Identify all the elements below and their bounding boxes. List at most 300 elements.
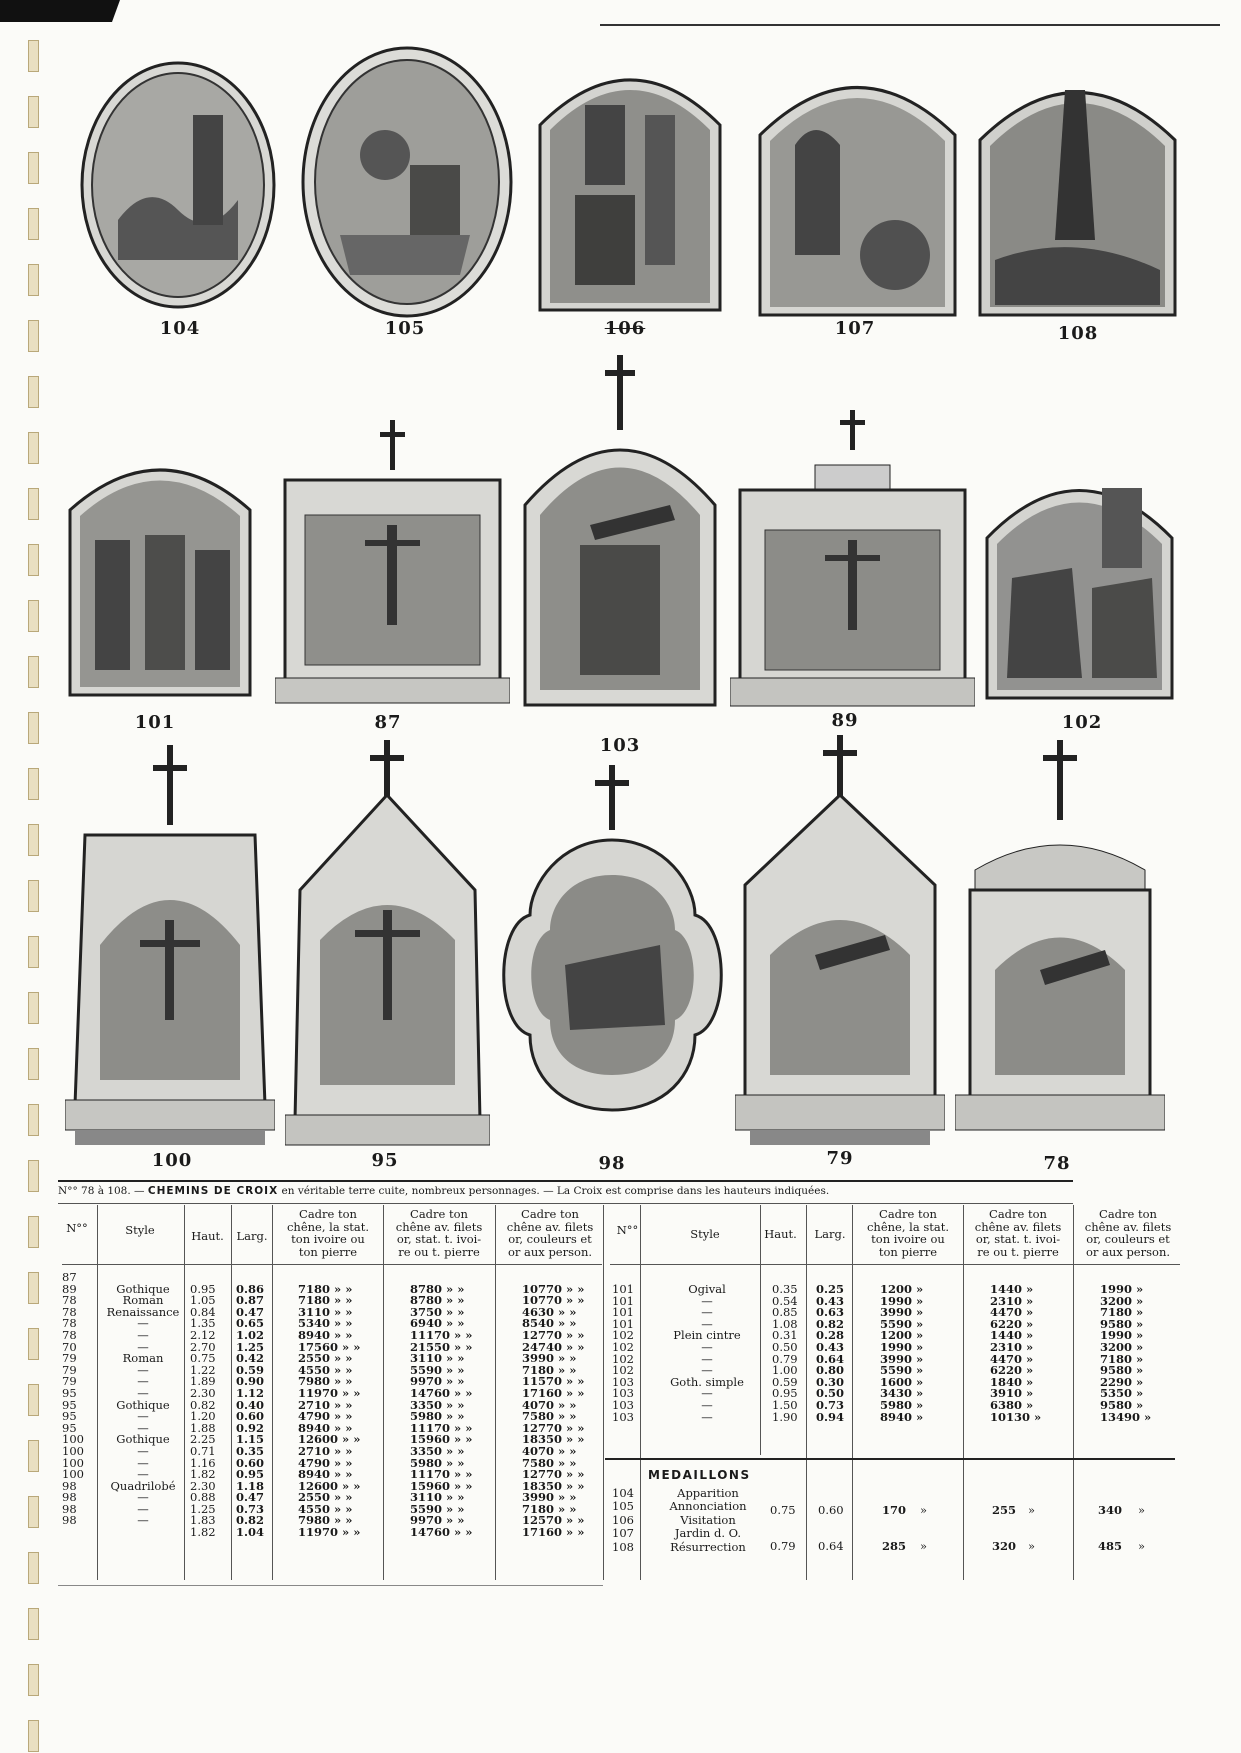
cell: 0.90 [236, 1374, 265, 1389]
cell: 103 [612, 1397, 634, 1412]
c3: 485 [1098, 1539, 1123, 1553]
cell: 2.30 [190, 1478, 216, 1493]
col-c2 [990, 1284, 1070, 1423]
cell: 0.95 [236, 1467, 265, 1482]
col-c2 [410, 1272, 490, 1539]
cell: 0.43 [816, 1339, 845, 1354]
cell: 1.89 [190, 1374, 216, 1389]
cell: 15960 » » [410, 1432, 473, 1447]
cell: 17560 » » [298, 1339, 361, 1354]
gable-frame-image [285, 740, 490, 1150]
cell: 4470 » [990, 1305, 1034, 1320]
cell: 101 [612, 1282, 634, 1296]
binding-loop [28, 376, 39, 408]
cell: — [701, 1363, 713, 1378]
cell: 5590 » [880, 1316, 924, 1331]
binding-loop [28, 1216, 39, 1248]
ditto: » [1028, 1539, 1036, 1553]
cell: Quadrilobé [110, 1478, 176, 1493]
cell: 5980 » » [410, 1455, 465, 1470]
haut: 0.75 [770, 1503, 796, 1517]
cell: — [137, 1327, 149, 1342]
cell: 95 [62, 1420, 77, 1435]
cell: 0.80 [816, 1363, 845, 1378]
table-heading [58, 1185, 1068, 1205]
cell: 8780 » » [410, 1281, 465, 1296]
figure-label-108: 108 [1057, 323, 1099, 344]
th-haut-left: Haut. [191, 1229, 224, 1243]
figure-95 [285, 740, 490, 1150]
cell: 78 [62, 1316, 77, 1331]
cell: 2710 » » [298, 1397, 353, 1412]
gothic-frame-image [730, 410, 975, 710]
arch-panel-image [65, 440, 255, 700]
cell: — [701, 1409, 713, 1424]
binding-loop [28, 432, 39, 464]
th-c3-right [1073, 1208, 1183, 1258]
cell: 78 [62, 1293, 77, 1308]
cell: 3350 » » [410, 1397, 465, 1412]
col-haut [190, 1272, 230, 1539]
cell: 0.25 [816, 1282, 845, 1296]
cell: 9970 » » [410, 1374, 465, 1389]
cell: 11170 » » [410, 1327, 473, 1342]
cell: 101 [612, 1293, 634, 1308]
cell: 1600 » [880, 1374, 924, 1389]
cell: 0.95 [772, 1386, 798, 1401]
th-line: or, couleurs et [508, 1232, 592, 1246]
th-num-right: N°° [616, 1223, 639, 1237]
cell: 0.40 [236, 1397, 265, 1412]
cell: 1.16 [190, 1455, 216, 1470]
cell: 0.47 [236, 1490, 265, 1505]
cell: 3200 » [1100, 1339, 1144, 1354]
cell: 104 [612, 1486, 634, 1500]
cell: 10770 » » [522, 1293, 585, 1308]
cell: 5980 » » [410, 1409, 465, 1424]
cell: 0.59 [236, 1362, 265, 1377]
cell: 3750 » » [410, 1304, 465, 1319]
cell: 4630 » » [522, 1304, 577, 1319]
bottom-rule [58, 1585, 603, 1586]
th-line: re ou t. pierre [398, 1244, 480, 1259]
cell: 1.83 [190, 1513, 216, 1528]
cell: 89 [62, 1281, 77, 1296]
heading-text: en véritable terre cuite, nombreux personnages. — La Croix est comprise dans les hauteurs indiquées. [281, 1185, 830, 1197]
cell: Goth. simple [670, 1374, 744, 1389]
cell: 10770 » » [522, 1281, 585, 1296]
cell: 100 [62, 1455, 84, 1470]
c2: 255 [992, 1503, 1017, 1517]
cell: Ogival [688, 1282, 726, 1296]
figure-89 [730, 410, 975, 710]
cell: 12770 » » [522, 1327, 585, 1342]
cell: 102 [612, 1339, 634, 1354]
cell: 0.79 [772, 1351, 798, 1366]
cell: 78 [62, 1327, 77, 1342]
cell: 3110 » » [410, 1351, 465, 1366]
c2: 320 [992, 1539, 1017, 1553]
col-style [652, 1284, 762, 1423]
th-line: Cadre ton [299, 1207, 357, 1221]
cell: 21550 » » [410, 1339, 473, 1354]
cell: 2710 » » [298, 1443, 353, 1458]
th-line: or, couleurs et [1086, 1232, 1170, 1246]
binding-loop [28, 712, 39, 744]
th-line: Cadre ton [989, 1207, 1047, 1221]
col-haut [772, 1284, 812, 1423]
col-larg [236, 1272, 272, 1539]
figure-label-89: 89 [831, 710, 859, 731]
figure-label-101: 101 [134, 712, 176, 733]
th-line: Cadre ton [1099, 1207, 1157, 1221]
cell: 0.86 [236, 1281, 265, 1296]
cell: 0.94 [816, 1409, 845, 1424]
th-line: chêne av. filets [974, 1219, 1062, 1234]
c1: 170 [882, 1503, 907, 1517]
cell: 95 [62, 1397, 77, 1412]
vrule [852, 1205, 853, 1580]
cell: 6380 » [990, 1397, 1034, 1412]
cell: — [701, 1397, 713, 1412]
th-line: chêne av. filets [506, 1219, 594, 1234]
cell: 8940 » » [298, 1327, 353, 1342]
th-line: or aux person. [507, 1244, 593, 1259]
cell: 102 [612, 1328, 634, 1343]
cell: — [137, 1420, 149, 1435]
cell: 1.90 [772, 1409, 798, 1424]
binding-loop [28, 1048, 39, 1080]
cell: 0.84 [190, 1304, 216, 1319]
binding-loop [28, 1608, 39, 1640]
cell: 100 [62, 1467, 84, 1482]
cell: 18350 » » [522, 1432, 585, 1447]
cell: — [137, 1385, 149, 1400]
col-c1 [880, 1284, 960, 1423]
binding-loop [28, 656, 39, 688]
gable-frame-image [735, 735, 945, 1150]
cell: 98 [62, 1490, 77, 1505]
cell: — [137, 1362, 149, 1377]
binding-loop [28, 544, 39, 576]
oval-medallion-image [78, 60, 278, 310]
binding-loop [28, 1720, 39, 1752]
cell: 2.25 [190, 1432, 216, 1447]
cell: 3990 » [880, 1351, 924, 1366]
cell: Jardin d. O. [674, 1526, 742, 1541]
figure-108 [975, 60, 1180, 320]
cell: 102 [612, 1351, 634, 1366]
cell: 1.50 [772, 1397, 798, 1412]
binding-loop [28, 1664, 39, 1696]
cell: 1990 » [1100, 1328, 1144, 1343]
cell: 13490 » [1100, 1409, 1152, 1424]
vrule [231, 1205, 232, 1580]
cell: 0.59 [772, 1374, 798, 1389]
scan-corner-shadow [0, 0, 120, 22]
cell: 6940 » » [410, 1316, 465, 1331]
cell: 18350 » » [522, 1478, 585, 1493]
ditto: » [1028, 1503, 1036, 1517]
cell: 2.30 [190, 1385, 216, 1400]
cell: 79 [62, 1351, 77, 1366]
figure-label-106: 106 [604, 318, 646, 339]
cell: 105 [612, 1499, 634, 1514]
cell: 17160 » » [522, 1385, 585, 1400]
th-line: chêne, la stat. [866, 1219, 950, 1234]
cell: 1440 » [990, 1282, 1034, 1296]
cell: 3110 » » [298, 1304, 353, 1319]
binding-loop [28, 208, 39, 240]
cell: 14760 » » [410, 1525, 473, 1540]
spiral-binding [0, 0, 48, 1753]
binding-loop [28, 1104, 39, 1136]
cell: 0.87 [236, 1293, 265, 1308]
binding-loop [28, 1384, 39, 1416]
th-line: or, stat. t. ivoi- [975, 1232, 1061, 1246]
cell: 0.82 [190, 1397, 216, 1412]
cell: Résurrection [670, 1539, 746, 1554]
cell: 5980 » [880, 1397, 924, 1412]
arch-panel-image [982, 458, 1177, 703]
arch-frame-cross-image [520, 355, 720, 710]
th-line: or, stat. t. ivoi- [396, 1232, 482, 1246]
cell: — [137, 1443, 149, 1458]
cell: 1.04 [236, 1525, 265, 1540]
cell: 7180 » [1100, 1305, 1144, 1320]
figure-104 [78, 60, 278, 310]
binding-loop [28, 1328, 39, 1360]
cell: 7980 » » [298, 1374, 353, 1389]
binding-loop [28, 768, 39, 800]
cell: 5590 » » [410, 1362, 465, 1377]
cell: 0.71 [190, 1443, 216, 1458]
figure-label-79: 79 [826, 1148, 854, 1169]
cell: 4550 » » [298, 1362, 353, 1377]
cell: 3110 » » [410, 1490, 465, 1505]
cell: 0.95 [190, 1281, 216, 1296]
cell: 1990 » [1100, 1282, 1144, 1296]
cell: 9580 » [1100, 1363, 1144, 1378]
cell: Annonciation [669, 1499, 747, 1514]
cell: 12600 » » [298, 1478, 361, 1493]
ditto: » [1138, 1503, 1146, 1517]
cell: 7180 » [1100, 1351, 1144, 1366]
cell: — [137, 1467, 149, 1482]
cell: 101 [612, 1305, 634, 1320]
cell: 0.30 [816, 1374, 845, 1389]
binding-loop [28, 264, 39, 296]
cell: 5590 » » [410, 1501, 465, 1516]
th-c3-left [495, 1208, 605, 1258]
binding-loop [28, 320, 39, 352]
cell: 4550 » » [298, 1501, 353, 1516]
cell: 3990 » » [522, 1351, 577, 1366]
th-line: re ou t. pierre [977, 1244, 1059, 1259]
cell: — [137, 1316, 149, 1331]
cell: 4070 » » [522, 1397, 577, 1412]
cell: 4790 » » [298, 1409, 353, 1424]
cell: Roman [122, 1351, 164, 1366]
vrule [963, 1205, 964, 1580]
cell: 98 [62, 1513, 77, 1528]
cell: 12600 » » [298, 1432, 361, 1447]
cell: 6220 » [990, 1363, 1034, 1378]
cell: 8780 » » [410, 1293, 465, 1308]
th-line: chêne av. filets [1084, 1219, 1172, 1234]
cell: — [701, 1293, 713, 1308]
th-c1-right [853, 1208, 963, 1258]
cell: Renaissance [106, 1304, 180, 1319]
c3: 340 [1098, 1503, 1123, 1517]
cell: 7180 » » [298, 1293, 353, 1308]
cell: 24740 » » [522, 1339, 585, 1354]
cell: 0.73 [816, 1397, 845, 1412]
cell: 0.82 [816, 1316, 845, 1331]
cell: 12770 » » [522, 1467, 585, 1482]
th-line: Cadre ton [410, 1207, 468, 1221]
cell: 2310 » [990, 1339, 1034, 1354]
cell: 12770 » » [522, 1420, 585, 1435]
table-top-rule [58, 1180, 1073, 1182]
cell: 0.35 [236, 1443, 265, 1458]
cell: 3350 » » [410, 1443, 465, 1458]
cell: 0.65 [236, 1316, 265, 1331]
cell: 103 [612, 1409, 634, 1424]
cell: 7180 » » [522, 1501, 577, 1516]
cell: 79 [62, 1374, 77, 1389]
figure-98 [495, 765, 730, 1150]
figure-label-98: 98 [598, 1153, 626, 1174]
cell: 1.20 [190, 1409, 216, 1424]
cell: 9580 » [1100, 1316, 1144, 1331]
cell: 17160 » » [522, 1525, 585, 1540]
cell: 11570 » » [522, 1374, 585, 1389]
cell: — [701, 1339, 713, 1354]
cell: 0.42 [236, 1351, 265, 1366]
cell: 8940 » » [298, 1420, 353, 1435]
oval-medallion-image [300, 45, 515, 320]
figure-79 [735, 735, 945, 1150]
cell: Roman [122, 1293, 164, 1308]
cell: — [137, 1455, 149, 1470]
cell: — [701, 1386, 713, 1401]
figure-107 [755, 55, 960, 320]
th-c2-left [383, 1208, 495, 1258]
cell: 0.88 [190, 1490, 216, 1505]
cell: 100 [62, 1443, 84, 1458]
th-larg-left: Larg. [236, 1229, 268, 1243]
cell: — [137, 1339, 149, 1354]
haut: 0.79 [770, 1539, 796, 1553]
cell: 2550 » » [298, 1490, 353, 1505]
figure-103 [520, 355, 720, 710]
vrule [383, 1205, 384, 1580]
cell: 0.28 [816, 1328, 845, 1343]
binding-loop [28, 488, 39, 520]
cell: 3910 » [990, 1386, 1034, 1401]
cell: 0.82 [236, 1513, 265, 1528]
cell: 2290 » [1100, 1374, 1144, 1389]
cell: 0.60 [236, 1455, 265, 1470]
cell: 98 [62, 1501, 77, 1516]
cell: 1.15 [236, 1432, 265, 1447]
cell: 1.88 [190, 1420, 216, 1435]
th-style-left: Style [125, 1223, 155, 1237]
th-line: ton ivoire ou [291, 1232, 365, 1246]
cell: 0.43 [816, 1293, 845, 1308]
ditto: » [920, 1539, 928, 1553]
cell: 7580 » » [522, 1455, 577, 1470]
cell: — [137, 1501, 149, 1516]
cell: 0.50 [816, 1386, 845, 1401]
th-line: chêne, la stat. [286, 1219, 370, 1234]
cell: 2310 » [990, 1293, 1034, 1308]
ditto: » [920, 1503, 928, 1517]
medaillons-rule [605, 1458, 1175, 1460]
binding-loop [28, 40, 39, 72]
cell: 0.92 [236, 1420, 265, 1435]
figure-label-105: 105 [384, 318, 426, 339]
cell: 8540 » » [522, 1316, 577, 1331]
cell: 2.12 [190, 1327, 216, 1342]
cell: 1.05 [190, 1293, 216, 1308]
cell: Gothique [116, 1281, 170, 1296]
cell: 4070 » » [522, 1443, 577, 1458]
figure-label-95: 95 [371, 1150, 399, 1171]
cell: Visitation [680, 1512, 736, 1527]
larg: 0.64 [818, 1539, 844, 1553]
cell: 95 [62, 1409, 77, 1424]
cell: 95 [62, 1385, 77, 1400]
gothic-frame-image [275, 420, 510, 705]
cell: 4470 » [990, 1351, 1034, 1366]
cell: 98 [62, 1478, 77, 1493]
binding-loop [28, 936, 39, 968]
cell: 5350 » [1100, 1386, 1144, 1401]
binding-loop [28, 1272, 39, 1304]
binding-loop [28, 96, 39, 128]
th-num-left: N°° [66, 1221, 88, 1235]
cell: 0.64 [816, 1351, 845, 1366]
col-c3 [522, 1272, 602, 1539]
th-c1-left [273, 1208, 383, 1258]
cell: — [137, 1374, 149, 1389]
binding-loop [28, 1440, 39, 1472]
baroque-frame-image [955, 740, 1165, 1150]
cell: 14760 » » [410, 1385, 473, 1400]
arch-panel-image [755, 55, 960, 320]
cell: — [701, 1351, 713, 1366]
cell: — [701, 1305, 713, 1320]
gothic-frame-image [65, 745, 275, 1150]
cell: 87 [62, 1270, 77, 1284]
figure-label-102: 102 [1061, 712, 1103, 733]
th-style-right: Style [690, 1227, 720, 1241]
th-line: ton pierre [878, 1244, 938, 1259]
cell: 9970 » » [410, 1513, 465, 1528]
binding-loop [28, 992, 39, 1024]
cell: 8940 » [880, 1409, 924, 1424]
cell: 5590 » [880, 1363, 924, 1378]
binding-loop [28, 1496, 39, 1528]
heading-rule [58, 1203, 1073, 1204]
cell: 101 [612, 1316, 634, 1331]
cell: Apparition [677, 1486, 739, 1500]
cell: 1.35 [190, 1316, 216, 1331]
heading-prefix: N°° 78 à 108. — [58, 1185, 145, 1197]
cell: 103 [612, 1386, 634, 1401]
